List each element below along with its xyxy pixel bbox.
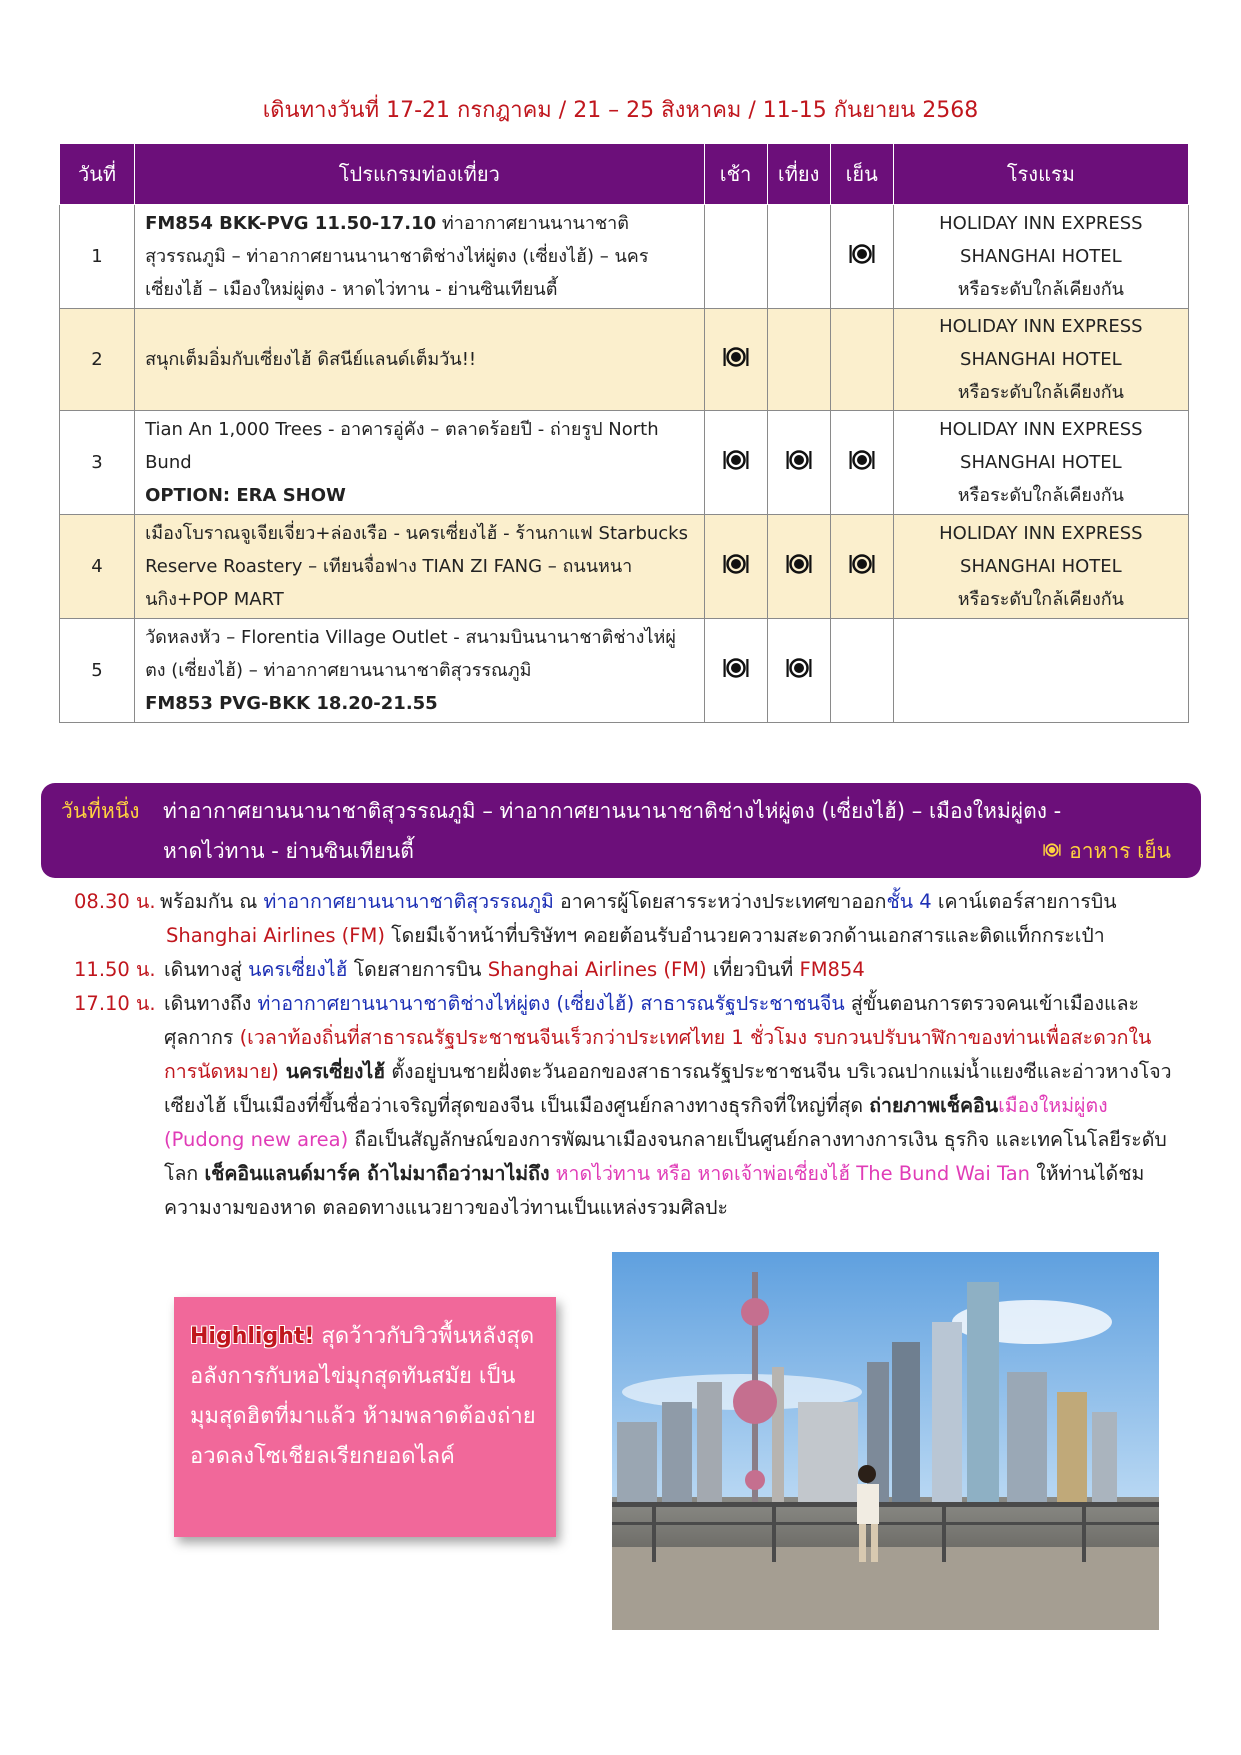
entry-text-part: พร้อมกัน ณ [160, 890, 264, 913]
hotel-name: HOLIDAY INN EXPRESS [939, 213, 1143, 234]
hotel-cell [893, 619, 1188, 723]
program-extra: OPTION: ERA SHOW [145, 485, 346, 506]
photo-checkin: ถ่ายภาพเช็คอิน [869, 1094, 999, 1117]
program-text: Tian An 1,000 Trees - อาคารอู่คัง – ตลาดร้อยปี - ถ่ายรูป North Bund [145, 419, 659, 473]
day1-meal-text: อาหาร เย็น [1069, 839, 1171, 863]
entry-time: 11.50 น. [74, 958, 156, 981]
meal-dinner-cell [830, 619, 893, 723]
bund-name: หาดไว่ทาน หรือ หาดเจ้าพ่อเซี่ยงไฮ้ The Bund Wai Tan [549, 1162, 1031, 1185]
meal-icon [785, 550, 813, 578]
meal-icon [848, 240, 876, 268]
meal-lunch-cell [767, 205, 830, 309]
program-cell [135, 309, 705, 411]
header-hotel: โรงแรม [893, 144, 1188, 205]
hotel-name-2: SHANGHAI HOTEL [960, 246, 1122, 267]
day1-title-line1: ท่าอากาศยานนานาชาติสุวรรณภูมิ – ท่าอากาศยานนานาชาติช่างไห่ผู่ตง (เซี่ยงไฮ้) – เมืองใหม่ผู่ตง - [163, 799, 1062, 823]
meal-lunch-cell [767, 309, 830, 411]
meal-lunch-cell [767, 515, 830, 619]
highlight-text: สุดว้าวกับวิวพื้นหลังสุดอลังการกับหอไข่มุกสุดทันสมัย เป็นมุมสุดฮิตที่มาแล้ว ห้ามพลาดต้องถ่ายอวดลงโซเชียลเรียกยอดไลค์ [190, 1324, 536, 1469]
hotel-note: หรือระดับใกล้เคียงกัน [957, 382, 1124, 403]
airline-name: Shanghai Airlines (FM) [166, 924, 385, 947]
entry-text-part: ตั้งอยู่บนชายฝั่งตะวันออกของสาธารณรัฐประชาชนจีน บริเวณปากแม่น้ำแยงซีและอ่าวหางโจว เซียงไฮ้ เป็นเมืองที่ขึ้นชื่อว่าเจริญที่สุดของจีน เป็นเมืองศูนย์กลางทางธุรกิจที่ใหญ่ที่สุด [164, 1060, 1172, 1117]
highlight-title: Highlight! [190, 1324, 315, 1349]
meal-icon [722, 550, 750, 578]
meal-dinner-cell [830, 309, 893, 411]
entry-time: 17.10 น. [74, 992, 156, 1015]
day-number: 1 [60, 205, 135, 309]
table-row [60, 515, 1189, 619]
meal-icon [848, 550, 876, 578]
itinerary-table [59, 143, 1189, 723]
day-number: 5 [60, 619, 135, 723]
header-breakfast: เช้า [704, 144, 767, 205]
table-row [60, 411, 1189, 515]
meal-icon [722, 343, 750, 371]
meal-lunch-cell [767, 411, 830, 515]
hotel-name: HOLIDAY INN EXPRESS [939, 523, 1143, 544]
meal-dinner-cell [830, 515, 893, 619]
day-number: 3 [60, 411, 135, 515]
entry-text-part: เคาน์เตอร์สายการบิน [931, 890, 1117, 913]
program-cell [135, 411, 705, 515]
program-text: สนุกเต็มอิ่มกับเซี่ยงไฮ้ ดิสนีย์แลนด์เต็มวัน!! [145, 349, 477, 370]
airline-name: Shanghai Airlines (FM) [487, 958, 707, 981]
entry-text-part: เดินทางถึง [164, 992, 258, 1015]
entry-text [160, 885, 1184, 953]
program-cell [135, 515, 705, 619]
highlight-box [174, 1297, 556, 1537]
day-number: 2 [60, 309, 135, 411]
entry-text-part: เดินทางสู่ [164, 958, 249, 981]
program-text: วัดหลงหัว – Florentia Village Outlet - สนามบินนานาชาติช่างไห่ผู่ตง (เซี่ยงไฮ้) – ท่าอากาศยานนานาชาติสุวรรณภูมิ [145, 627, 676, 681]
entry-text-part: โดยสายการบิน [347, 958, 488, 981]
entry-text-part: ให้ท่านได้ชมความงามของหาด ตลอดทางแนวยาวของไว่ทานเป็นแหล่งรวมศิลปะ [164, 1162, 1145, 1219]
day1-label: วันที่หนึ่ง [61, 799, 140, 823]
hotel-name: HOLIDAY INN EXPRESS [939, 316, 1143, 337]
entry-text-part: เที่ยวบินที่ [706, 958, 800, 981]
program-flight: FM854 BKK-PVG 11.50-17.10 [145, 213, 437, 234]
hotel-cell [893, 309, 1188, 411]
pudong-name: เมืองใหม่ผู่ตง (Pudong new area) [164, 1094, 1108, 1151]
meal-breakfast-cell [704, 515, 767, 619]
hotel-name-2: SHANGHAI HOTEL [960, 556, 1122, 577]
meal-breakfast-cell [704, 619, 767, 723]
entry-1150 [74, 953, 1184, 987]
header-dinner: เย็น [830, 144, 893, 205]
entry-1710 [74, 987, 1184, 1225]
meal-icon [785, 654, 813, 682]
airport-name: ท่าอากาศยานนานาชาติสุวรรณภูมิ [263, 890, 554, 913]
program-cell [135, 205, 705, 309]
meal-lunch-cell [767, 619, 830, 723]
program-cell [135, 619, 705, 723]
landmark-checkin: เช็คอินแลนด์มาร์ค ถ้าไม่มาถือว่ามาไม่ถึง [204, 1162, 550, 1185]
day1-title-line2: หาดไว่ทาน - ย่านซินเทียนตี้ [163, 839, 414, 863]
city-name: นครเซี่ยงไฮ้ [248, 958, 348, 981]
hotel-name-2: SHANGHAI HOTEL [960, 452, 1122, 473]
meal-icon [785, 446, 813, 474]
flight-number: FM854 [799, 958, 865, 981]
hotel-note: หรือระดับใกล้เคียงกัน [957, 279, 1124, 300]
header-program: โปรแกรมท่องเที่ยว [135, 144, 705, 205]
entry-text [164, 987, 1184, 1225]
meal-icon [1042, 840, 1062, 860]
table-header-row [60, 144, 1189, 205]
entry-text-part: สู่ขั้นตอนการตรวจคนเข้าเมืองและศุลกากร [164, 992, 1139, 1049]
meal-dinner-cell [830, 205, 893, 309]
hotel-cell [893, 515, 1188, 619]
shanghai-skyline-photo [612, 1252, 1159, 1630]
entry-0830 [74, 885, 1184, 953]
program-text: เมืองโบราณจูเจียเจี่ยว+ล่องเรือ - นครเซี่ยงไฮ้ - ร้านกาแฟ Starbucks Reserve Roastery – เทียนจื่อฟาง TIAN ZI FANG – ถนนหนานกิง+POP MART [145, 523, 688, 610]
hotel-cell [893, 205, 1188, 309]
hotel-cell [893, 411, 1188, 515]
entry-text-part: โดยมีเจ้าหน้าที่บริษัทฯ คอยต้อนรับอำนวยความสะดวกด้านเอกสารและติดแท็กกระเป๋า [384, 924, 1105, 947]
day1-details [74, 885, 1184, 1225]
day1-banner [41, 783, 1201, 878]
meal-dinner-cell [830, 411, 893, 515]
day1-meal [1042, 835, 1171, 868]
entry-time: 08.30 น. [74, 890, 156, 913]
airport-name: ท่าอากาศยานนานาชาติช่างไห่ผู่ตง (เซี่ยงไฮ้) สาธารณรัฐประชาชนจีน [257, 992, 845, 1015]
header-lunch: เที่ยง [767, 144, 830, 205]
meal-icon [722, 654, 750, 682]
meal-icon [722, 446, 750, 474]
meal-icon [848, 446, 876, 474]
program-extra: FM853 PVG-BKK 18.20-21.55 [145, 693, 438, 714]
hotel-note: หรือระดับใกล้เคียงกัน [957, 589, 1124, 610]
entry-text-part: อาคารผู้โดยสารระหว่างประเทศขาออก [553, 890, 887, 913]
day-number: 4 [60, 515, 135, 619]
meal-breakfast-cell [704, 411, 767, 515]
table-row [60, 309, 1189, 411]
meal-breakfast-cell [704, 205, 767, 309]
city-name: นครเซี่ยงไฮ้ [278, 1060, 386, 1083]
table-row [60, 619, 1189, 723]
entry-text-part: ถือเป็นสัญลักษณ์ของการพัฒนาเมืองจนกลายเป็นศูนย์กลางทางการเงิน ธุรกิจ และเทคโนโลยีระดับโลก [164, 1128, 1167, 1185]
timezone-note: (เวลาท้องถิ่นที่สาธารณรัฐประชาชนจีนเร็วกว่าประเทศไทย 1 ชั่วโมง รบกวนปรับนาฬิกาของท่านเพื่อสะดวกในการนัดหมาย) [164, 1026, 1152, 1083]
program-text: ท่าอากาศยานนานาชาติสุวรรณภูมิ – ท่าอากาศยานนานาชาติช่างไห่ผู่ตง (เซี่ยงไฮ้) – นครเซี่ยงไฮ้ – เมืองใหม่ผู่ตง - หาดไว่ทาน - ย่านซินเทียนตี้ [145, 213, 649, 300]
meal-breakfast-cell [704, 309, 767, 411]
hotel-name-2: SHANGHAI HOTEL [960, 349, 1122, 370]
entry-text [164, 953, 1184, 987]
table-row [60, 205, 1189, 309]
hotel-note: หรือระดับใกล้เคียงกัน [957, 485, 1124, 506]
hotel-name: HOLIDAY INN EXPRESS [939, 419, 1143, 440]
travel-dates-heading: เดินทางวันที่ 17-21 กรกฎาคม / 21 – 25 สิงหาคม / 11-15 กันยายน 2568 [262, 98, 979, 123]
header-day: วันที่ [60, 144, 135, 205]
floor-text: ชั้น 4 [886, 890, 932, 913]
